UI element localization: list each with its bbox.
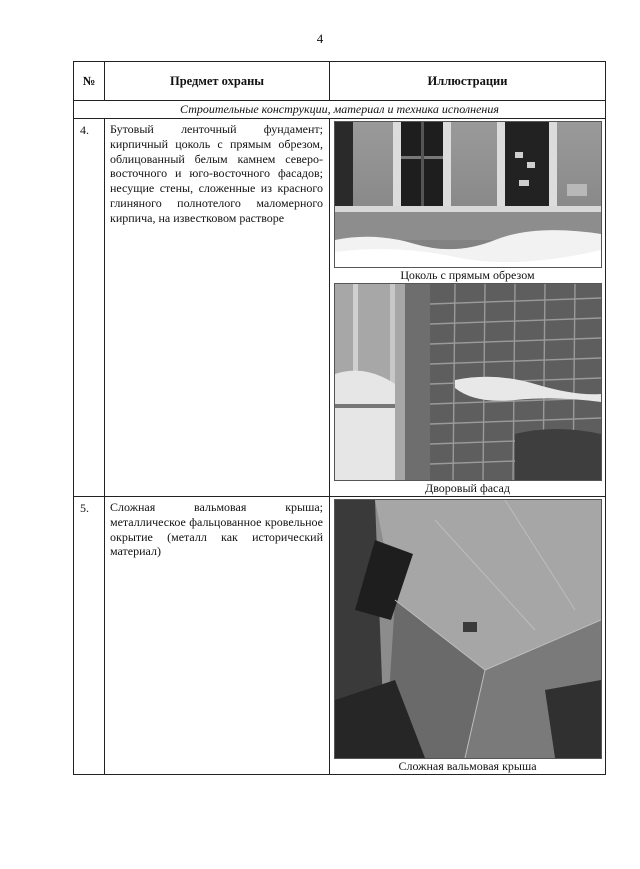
photo-plinth [334,121,602,268]
row-number: 5. [74,497,105,775]
heritage-table [73,61,606,775]
row-description [105,497,330,775]
page-number: 4 [316,31,324,46]
section-row [74,101,606,119]
table-row [74,119,606,497]
photo-caption: Сложная вальмовая крыша [398,759,537,773]
photo-caption: Дворовый фасад [425,481,510,495]
header-num: № [74,62,105,101]
table-header-row [74,62,606,101]
illustrations-cell [330,119,606,497]
section-title: Строительные конструкции, материал и техника исполнения [74,101,606,119]
row-description [105,119,330,497]
photo-caption: Цоколь с прямым обрезом [400,268,535,282]
photo-courtyard-facade [334,283,602,481]
illustrations-cell [330,497,606,775]
header-illustrations: Иллюстрации [330,62,606,101]
row-number: 4. [74,119,105,497]
description-text: Бутовый ленточный фундамент; кирпичный цоколь с прямым обрезом, облицованный белым камнем северо-восточного и юго-восточного фасадов; несущие стены, сложенные из красного глиняного полнотелого маломерного кирпича, на известковом растворе [110,122,323,225]
photo-hipped-roof [334,499,602,759]
header-subject: Предмет охраны [105,62,330,101]
table-row [74,497,606,775]
description-text: Сложная вальмовая крыша; металлическое фальцованное кровельное окрытие (металл как исторический материал) [110,500,323,559]
